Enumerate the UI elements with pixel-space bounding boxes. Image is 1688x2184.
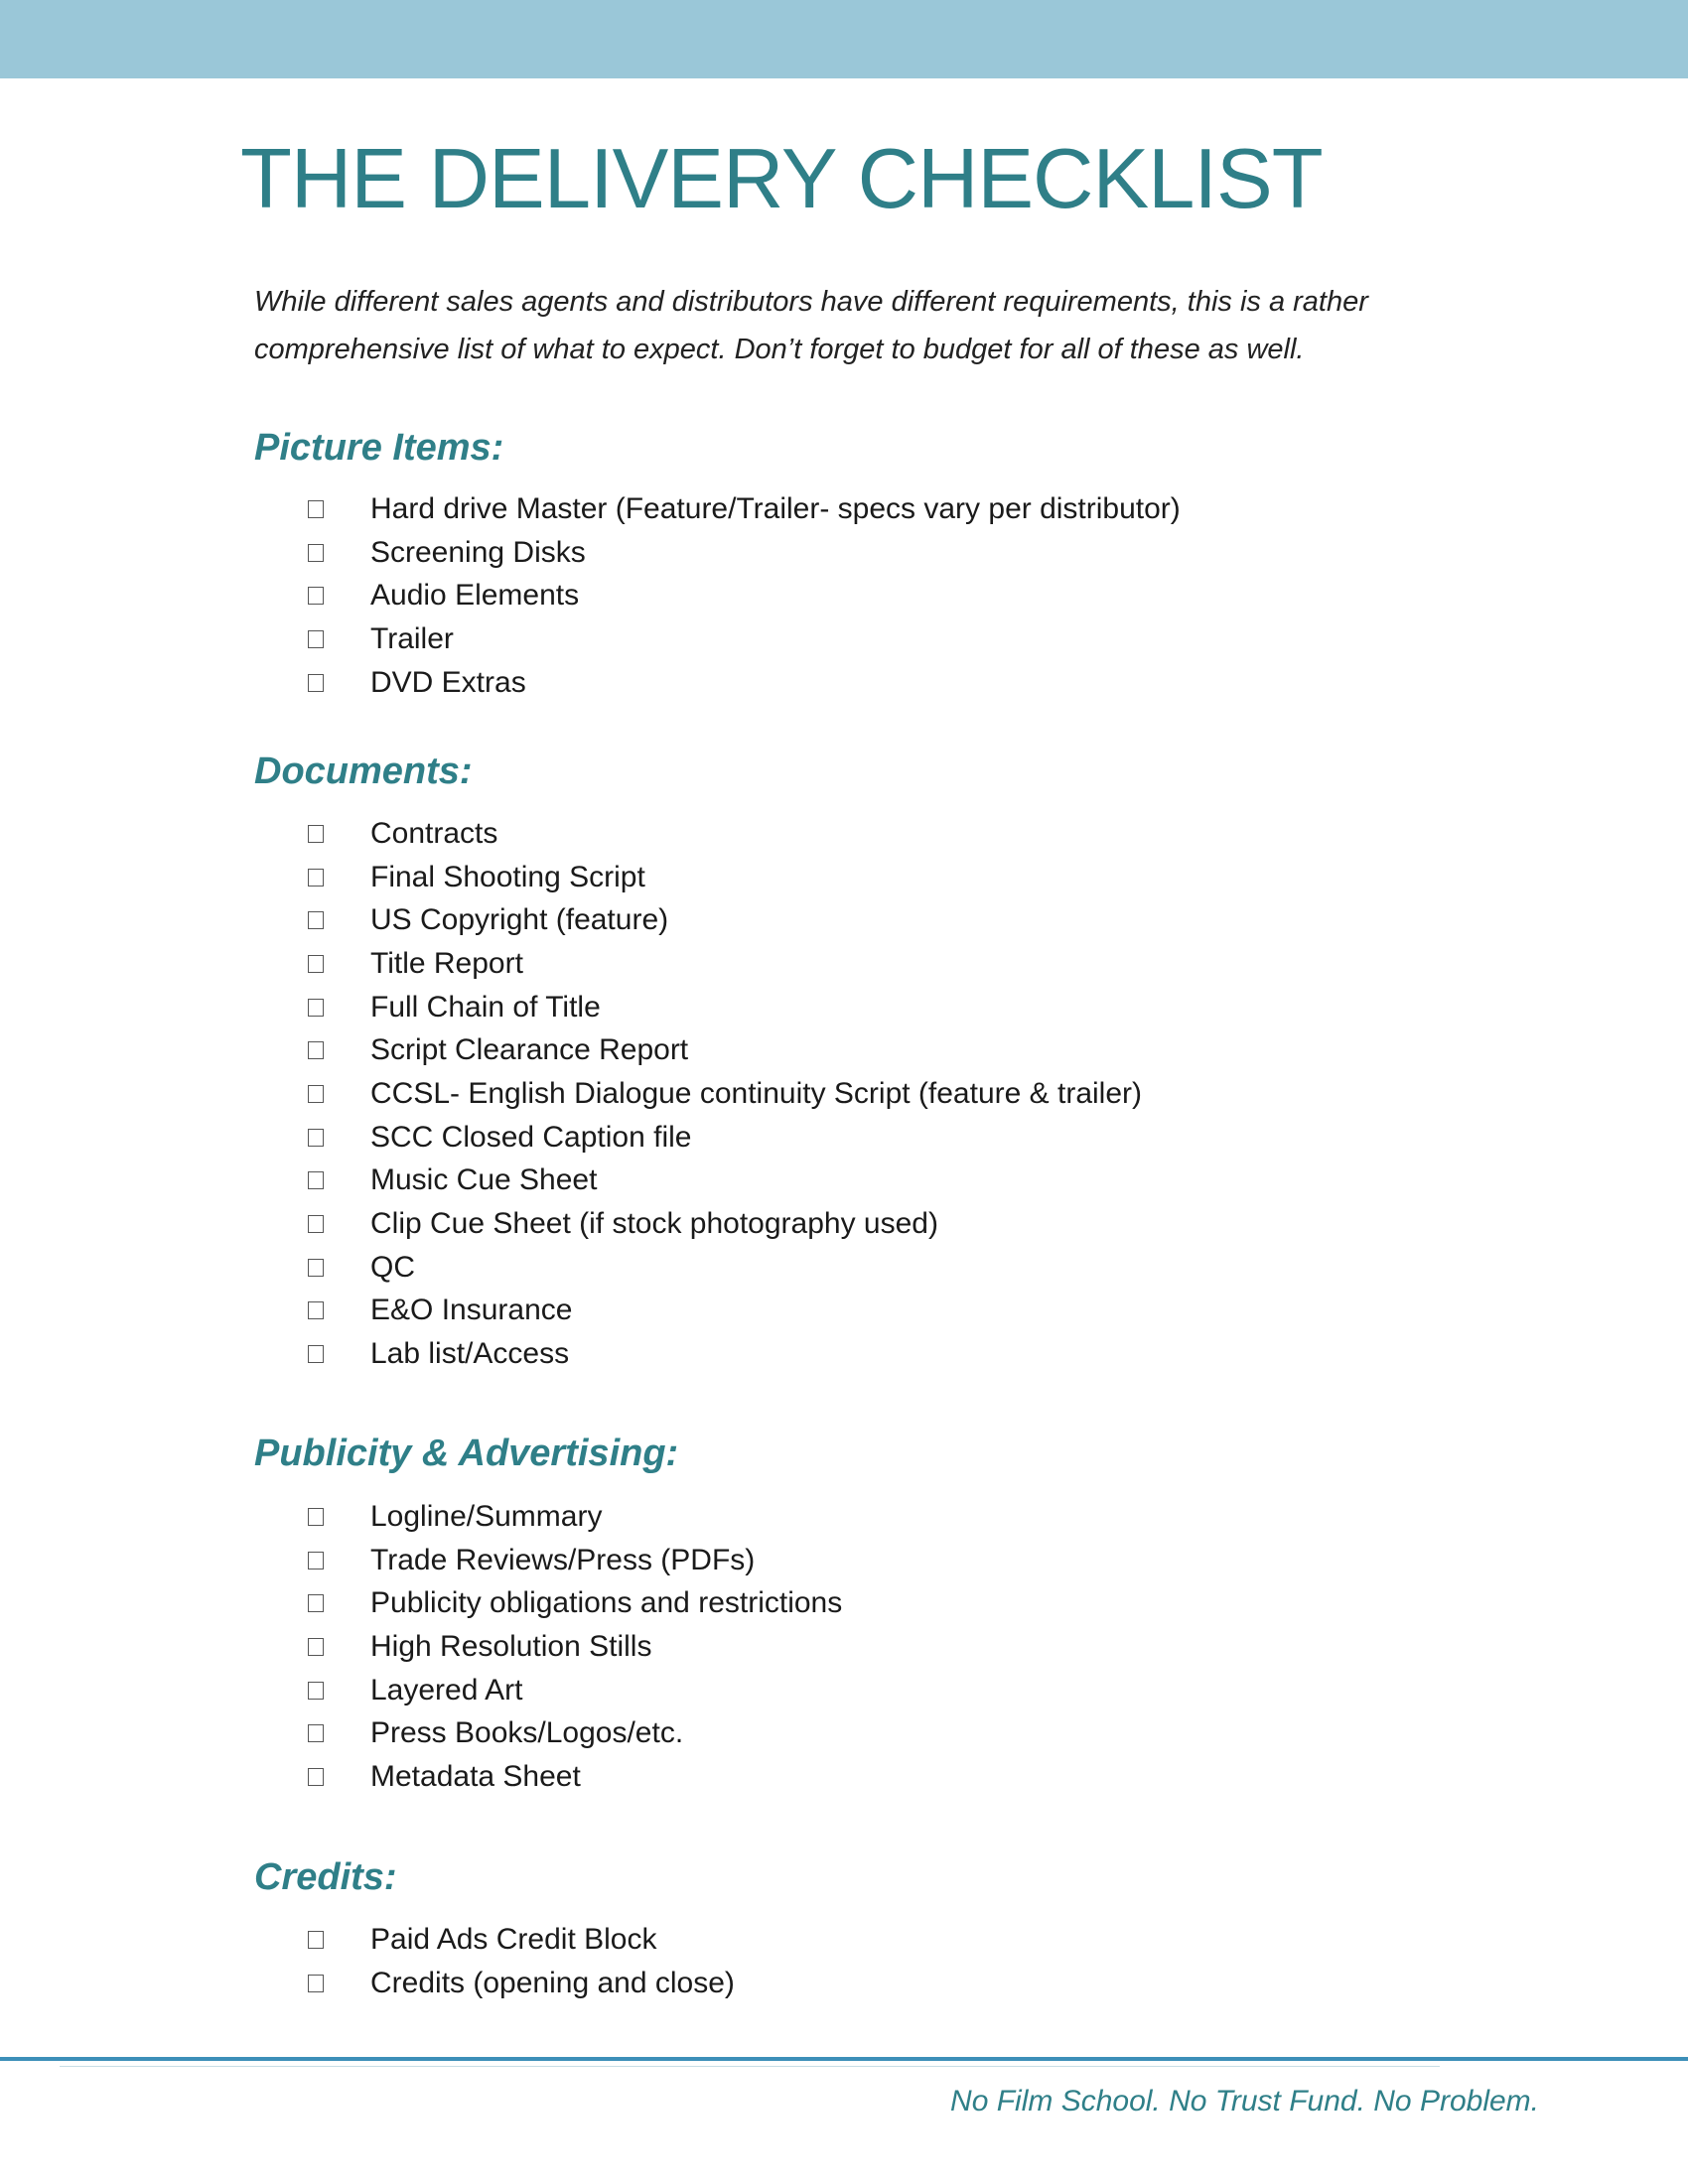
item-label: Credits (opening and close) — [370, 1966, 735, 1999]
list-item — [308, 812, 1142, 856]
checkbox[interactable] — [308, 1638, 324, 1656]
item-label: Screening Disks — [370, 535, 586, 569]
item-label: E&O Insurance — [370, 1294, 573, 1327]
list-item — [308, 856, 1142, 899]
checkbox[interactable] — [308, 544, 324, 562]
item-label: SCC Closed Caption file — [370, 1120, 692, 1154]
checklist-documents — [308, 812, 1142, 1376]
item-label: CCSL- English Dialogue continuity Script (feature & trailer) — [370, 1076, 1142, 1110]
checklist-publicity-advertising — [308, 1495, 842, 1799]
checklist-picture-items — [308, 487, 1181, 704]
intro-paragraph: While different sales agents and distributors have different requirements, this is a rather comprehensive list of what to expect. Don’t forget to budget for all of these as well. — [254, 286, 1368, 365]
footer-rule — [0, 2057, 1688, 2061]
checkbox[interactable] — [308, 1552, 324, 1570]
list-item — [308, 1581, 842, 1625]
footer-tagline: No Film School. No Trust Fund. No Problem. — [950, 2085, 1539, 2117]
item-label: Clip Cue Sheet (if stock photography used) — [370, 1207, 938, 1241]
checkbox[interactable] — [308, 674, 324, 692]
item-label: Lab list/Access — [370, 1337, 570, 1371]
item-label: Hard drive Master (Feature/Trailer- specs vary per distributor) — [370, 491, 1181, 525]
list-item — [308, 531, 1181, 575]
checkbox[interactable] — [308, 1975, 324, 1992]
section-heading-documents: Documents: — [254, 751, 473, 792]
header-band — [0, 0, 1688, 78]
checkbox[interactable] — [308, 1215, 324, 1233]
checkbox[interactable] — [308, 1508, 324, 1526]
item-label: Logline/Summary — [370, 1499, 603, 1533]
checkbox[interactable] — [308, 911, 324, 929]
checkbox[interactable] — [308, 1085, 324, 1103]
checkbox[interactable] — [308, 1301, 324, 1319]
item-label: US Copyright (feature) — [370, 903, 669, 937]
checkbox[interactable] — [308, 1768, 324, 1786]
item-label: Audio Elements — [370, 579, 580, 613]
item-label: Metadata Sheet — [370, 1759, 581, 1793]
list-item — [308, 1711, 842, 1755]
checkbox[interactable] — [308, 955, 324, 973]
list-item — [308, 1072, 1142, 1116]
list-item — [308, 487, 1181, 531]
checkbox[interactable] — [308, 630, 324, 648]
item-label: Final Shooting Script — [370, 860, 645, 893]
list-item — [308, 1116, 1142, 1160]
list-item — [308, 1160, 1142, 1203]
section-heading-credits: Credits: — [254, 1856, 397, 1898]
list-item — [308, 1202, 1142, 1246]
item-label: Script Clearance Report — [370, 1033, 689, 1067]
checkbox[interactable] — [308, 1171, 324, 1189]
checkbox[interactable] — [308, 1724, 324, 1742]
list-item — [308, 617, 1181, 661]
item-label: Full Chain of Title — [370, 990, 601, 1024]
checkbox[interactable] — [308, 825, 324, 843]
checkbox[interactable] — [308, 500, 324, 518]
checkbox[interactable] — [308, 1259, 324, 1277]
list-item — [308, 661, 1181, 705]
item-label: Contracts — [370, 816, 498, 850]
list-item — [308, 1539, 842, 1582]
checkbox[interactable] — [308, 1345, 324, 1363]
list-item — [308, 986, 1142, 1029]
list-item — [308, 1669, 842, 1712]
item-label: Trade Reviews/Press (PDFs) — [370, 1543, 756, 1576]
section-heading-picture-items: Picture Items: — [254, 427, 504, 469]
checkbox[interactable] — [308, 1594, 324, 1612]
section-heading-publicity-advertising: Publicity & Advertising: — [254, 1433, 679, 1474]
checkbox[interactable] — [308, 999, 324, 1017]
checklist-credits — [308, 1918, 735, 2004]
item-label: Publicity obligations and restrictions — [370, 1586, 843, 1620]
list-item — [308, 1290, 1142, 1333]
item-label: DVD Extras — [370, 665, 526, 699]
list-item — [308, 1332, 1142, 1376]
list-item — [308, 1918, 735, 1962]
item-label: Press Books/Logos/etc. — [370, 1716, 684, 1750]
item-label: Paid Ads Credit Block — [370, 1922, 657, 1956]
list-item — [308, 898, 1142, 942]
checkbox[interactable] — [308, 587, 324, 605]
checkbox[interactable] — [308, 869, 324, 887]
checkbox[interactable] — [308, 1129, 324, 1147]
item-label: Trailer — [370, 621, 454, 655]
item-label: QC — [370, 1250, 415, 1284]
list-item — [308, 574, 1181, 617]
list-item — [308, 1028, 1142, 1072]
item-label: Music Cue Sheet — [370, 1163, 598, 1197]
page-title: THE DELIVERY CHECKLIST — [240, 132, 1323, 226]
item-label: High Resolution Stills — [370, 1629, 652, 1663]
list-item — [308, 1625, 842, 1669]
item-label: Layered Art — [370, 1673, 523, 1706]
list-item — [308, 1495, 842, 1539]
item-label: Title Report — [370, 946, 523, 980]
list-item — [308, 1962, 735, 2005]
checkbox[interactable] — [308, 1931, 324, 1949]
list-item — [308, 942, 1142, 986]
checkbox[interactable] — [308, 1041, 324, 1059]
list-item — [308, 1246, 1142, 1290]
list-item — [308, 1755, 842, 1799]
footer-rule-thin — [60, 2066, 1440, 2067]
checkbox[interactable] — [308, 1682, 324, 1700]
